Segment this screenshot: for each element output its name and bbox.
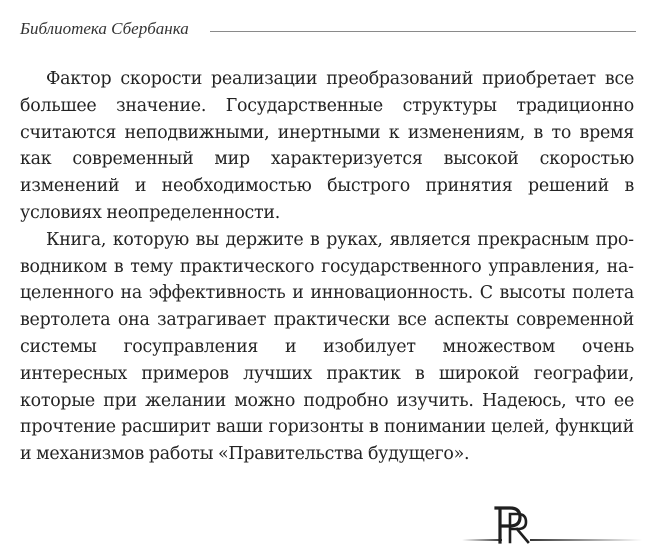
paragraph-2: Книга, которую вы держите в руках, является прекрасным проводником в тему практического государственного управления, нацеленного на эффективность и инновационность. С высоты полета вертолета она затрагивает практически все аспекты современной системы госуправления и изобилует множеством очень интересных примеров лучших практик в широкой географии, которые при желании можно подробно изучить. Надеюсь, что ее прочтение расширит ваши горизонты в понимании целей, функций и механизмов работы «Правительства будущего». <box>20 229 634 465</box>
series-title: Библиотека Сбербанка <box>20 19 189 38</box>
running-header <box>20 14 636 44</box>
paragraph-1: Фактор скорости реализации преобразований приобретает все большее значение. Государственные структуры традиционно считаются неподвижными, инертными к изменениям, в то время как современный мир характеризуется высокой скоростью изменений и необходимостью быстрого принятия решений в условиях неопределенности. <box>20 69 634 223</box>
main-text <box>20 66 634 468</box>
header-rule <box>210 31 636 32</box>
pr-monogram-icon <box>462 502 642 552</box>
